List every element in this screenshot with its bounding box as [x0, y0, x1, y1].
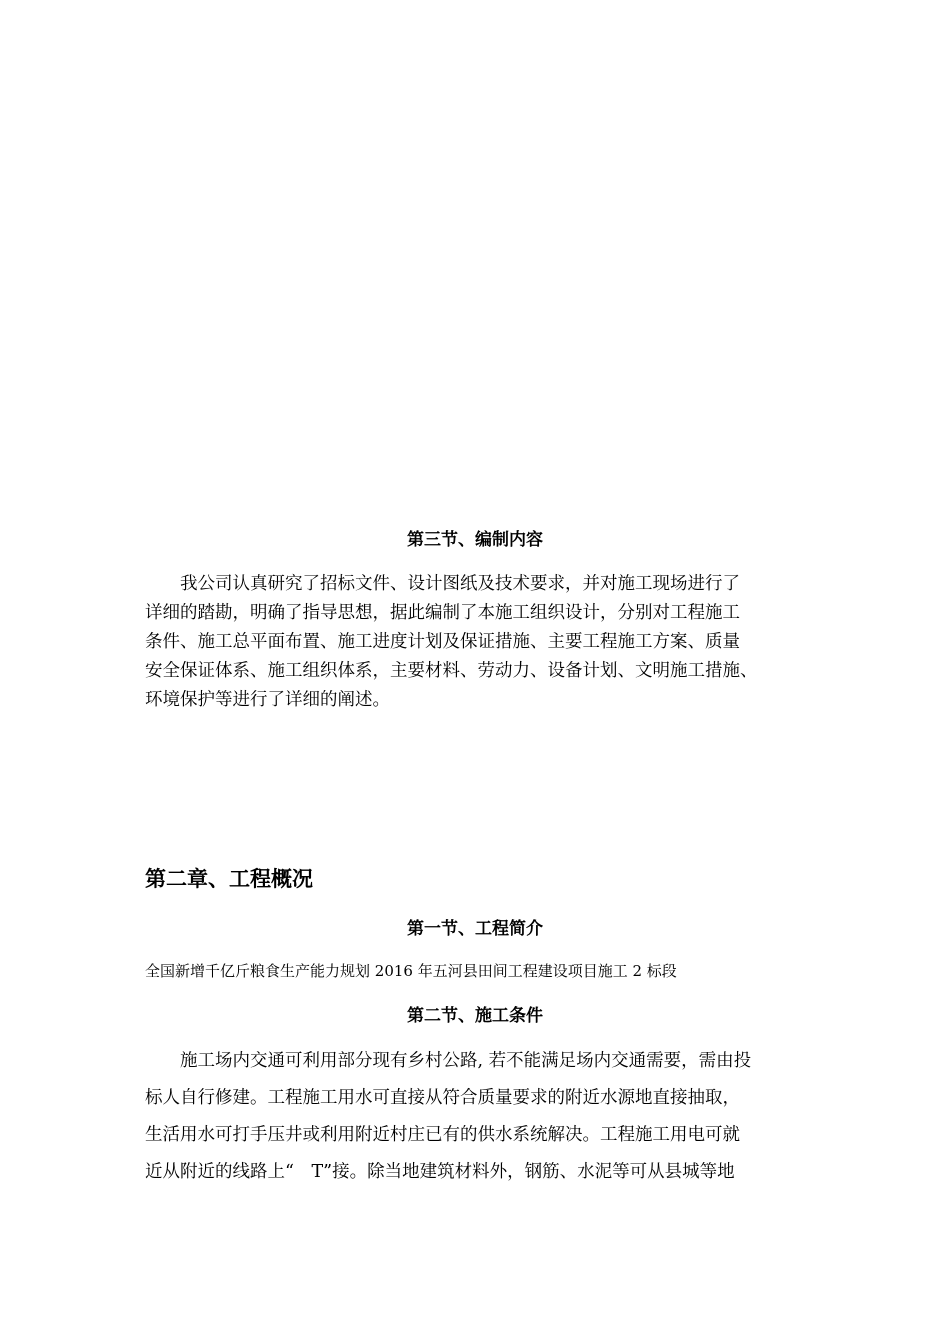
paragraph-line: 我公司认真研究了招标文件、设计图纸及技术要求，并对施工现场进行了	[145, 574, 740, 594]
paragraph-line: 详细的踏勘，明确了指导思想，据此编制了本施工组织设计，分别对工程施工	[145, 603, 740, 623]
paragraph-line: 施工场内交通可利用部分现有乡村公路, 若不能满足场内交通需要，需由投	[145, 1051, 752, 1071]
construction-conditions-paragraph	[145, 1043, 825, 1191]
paragraph-line: 标人自行修建。工程施工用水可直接从符合质量要求的附近水源地直接抽取，	[145, 1088, 740, 1108]
compilation-content-paragraph	[145, 570, 825, 715]
paragraph-line: 环境保护等进行了详细的阐述。	[145, 690, 390, 710]
chapter-title-project-overview: 第二章、工程概况	[145, 867, 313, 891]
paragraph-line: 安全保证体系、施工组织体系，主要材料、劳动力、设备计划、文明施工措施、	[145, 661, 758, 681]
paragraph-line: 条件、施工总平面布置、施工进度计划及保证措施、主要工程施工方案、质量	[145, 632, 740, 652]
paragraph-line: 近从附近的线路上“ T”接。除当地建筑材料外，钢筋、水泥等可从县城等地	[145, 1162, 735, 1182]
project-intro-text: 全国新增千亿斤粮食生产能力规划 2016 年五河县田间工程建设项目施工 2 标段	[145, 962, 677, 980]
section-heading-compilation-content: 第三节、编制内容	[407, 530, 543, 550]
section-heading-project-intro: 第一节、工程简介	[407, 919, 543, 939]
paragraph-line: 生活用水可打手压井或利用附近村庄已有的供水系统解决。工程施工用电可就	[145, 1125, 740, 1145]
section-heading-construction-conditions: 第二节、施工条件	[407, 1006, 543, 1026]
